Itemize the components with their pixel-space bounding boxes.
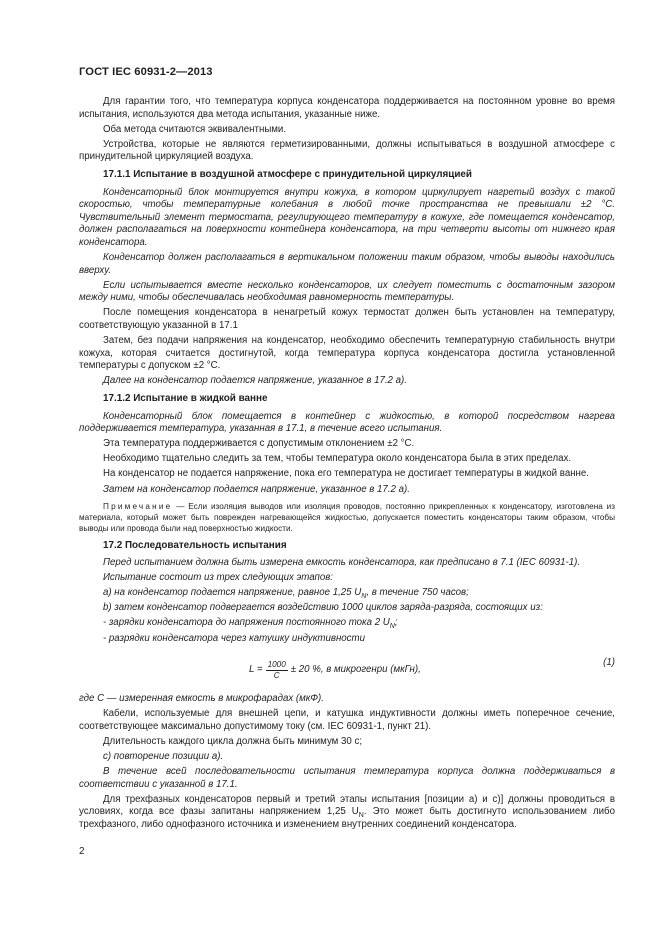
paragraph: Далее на конденсатор подается напряжение, указанное в 17.2 а). (103, 375, 407, 387)
paragraph: где С — измеренная емкость в микрофарадах (мкФ). (79, 693, 324, 705)
paragraph: Эта температура поддерживается с допустимым отклонением ±2 °С. (103, 438, 415, 450)
paragraph: Необходимо тщательно следить за тем, чтобы температура около конденсатора была в этих пределах. (103, 453, 572, 465)
list-item: - разрядки конденсатора через катушку индуктивности (103, 632, 365, 644)
paragraph: Длительность каждого цикла должна быть минимум 30 с; (103, 735, 363, 747)
list-item: - зарядки конденсатора до напряжения постоянного тока 2 $U_N$; (103, 617, 398, 631)
paragraph: Затем, без подачи напряжения на конденсатор, необходимо обеспечить температурную стабильность внутри кожуха, которая считается достигнутой, когда температура корпуса конденсатора достигла установленной температуры с допуском ±2 °С. (79, 335, 615, 372)
paragraph: Испытание состоит из трех следующих этапов: (103, 572, 333, 584)
paragraph: Оба метода считаются эквивалентными. (103, 123, 287, 135)
note-label: Примечание (103, 502, 173, 512)
formula-number: (1) (603, 657, 615, 669)
document-body (79, 96, 615, 834)
paragraph: Если испытывается вместе несколько конденсаторов, их следует поместить с достаточным зазором между ними, чтобы обеспечивалась необходимая равномерность температуры. (79, 279, 615, 304)
section-heading-17-2: 17.2 Последовательность испытания (103, 539, 287, 551)
note-text: — Если изоляция выводов или изоляция проводов, постоянно прикрепленных к конденсатору, изготовлена из материала, который может быть поврежден нагревающейся жидкостью, допускается поместить конденсаторы таким образом, чтобы выводы или провода были над поверхностью жидкости. (79, 502, 615, 533)
paragraph: После помещения конденсатора в ненагретый кожух термостат должен быть установлен на температуру, соответствующую указанной в 17.1 (79, 307, 615, 331)
paragraph: Для трехфазных конденсаторов первый и третий этапы испытания [позиции а) и с)] должны проводиться в условиях, когда все фазы запитаны напряжением 1,25 $U_N$. Это может быть достигнуто использованием либо трехфазного, либо однофазного источника и изменением внутренних соединений конденсатора. (79, 793, 615, 831)
paragraph: Затем на конденсатор подается напряжение, указанное в 17.2 а). (103, 483, 410, 495)
paragraph: Кабели, используемые для внешней цепи, и катушка индуктивности должны иметь поперечное сечение, соответствующее максимально допустимому току (см. IEC 60931-1, пункт 21). (79, 708, 615, 732)
paragraph: Конденсаторный блок монтируется внутри кожуха, в котором циркулирует нагретый воздух с такой скоростью, чтобы температурные колебания в любой точке пространства не превышали ±2 °С. Чувствительный элемент термостата, регулирующего температуру в кожухе, где помещается конденсатор, должен располагаться на поверхности контейнера конденсатора, на три четверти высоты от нижнего края конденсатора. (79, 186, 615, 248)
section-heading-17-1-1: 17.1.1 Испытание в воздушной атмосфере с принудительной циркуляцией (103, 168, 472, 180)
note (79, 502, 615, 534)
section-heading-17-1-2: 17.1.2 Испытание в жидкой ванне (103, 392, 268, 404)
paragraph: Устройства, которые не являются герметизированными, должны испытываться в воздушной атмосфере с принудительной циркуляцией воздуха. (79, 138, 615, 163)
formula-fraction: $\frac{1000}{C}$ (267, 660, 286, 680)
paragraph: Конденсатор должен располагаться в вертикальном положении таким образом, чтобы выводы находились вверху. (79, 252, 615, 276)
list-item: с) повторение позиции а). (103, 751, 224, 763)
paragraph: Перед испытанием должна быть измерена емкость конденсатора, как предписано в 7.1 (IEC 60931-1). (103, 557, 581, 569)
formula-expression: L = $\frac{1000}{C}$ ± 20 %, в микрогенри (мкГн), (249, 660, 421, 680)
paragraph: Конденсаторный блок помещается в контейнер с жидкостью, в которой посредством нагрева поддерживается температура, указанная в 17.1, в течение всего испытания. (79, 410, 615, 435)
formula-1 (79, 653, 615, 687)
paragraph: На конденсатор не подается напряжение, пока его температура не достигает температуры в жидкой ванне. (103, 468, 589, 480)
document-header: ГОСТ IEC 60931-2—2013 (79, 66, 213, 78)
paragraph: В течение всей последовательности испытания температура корпуса должна поддерживаться в соответствии с указанной в 17.1. (79, 766, 615, 790)
paragraph: Для гарантии того, что температура корпуса конденсатора поддерживается на постоянном уровне во время испытания, используются два метода испытания, указанные ниже. (79, 96, 615, 120)
list-item: а) на конденсатор подается напряжение, равное 1,25 $U_N$, в течение 750 часов; (103, 587, 469, 601)
page-number: 2 (79, 846, 85, 857)
list-item: b) затем конденсатор подвергается воздействию 1000 циклов заряда-разряда, состоящих из: (103, 602, 543, 614)
